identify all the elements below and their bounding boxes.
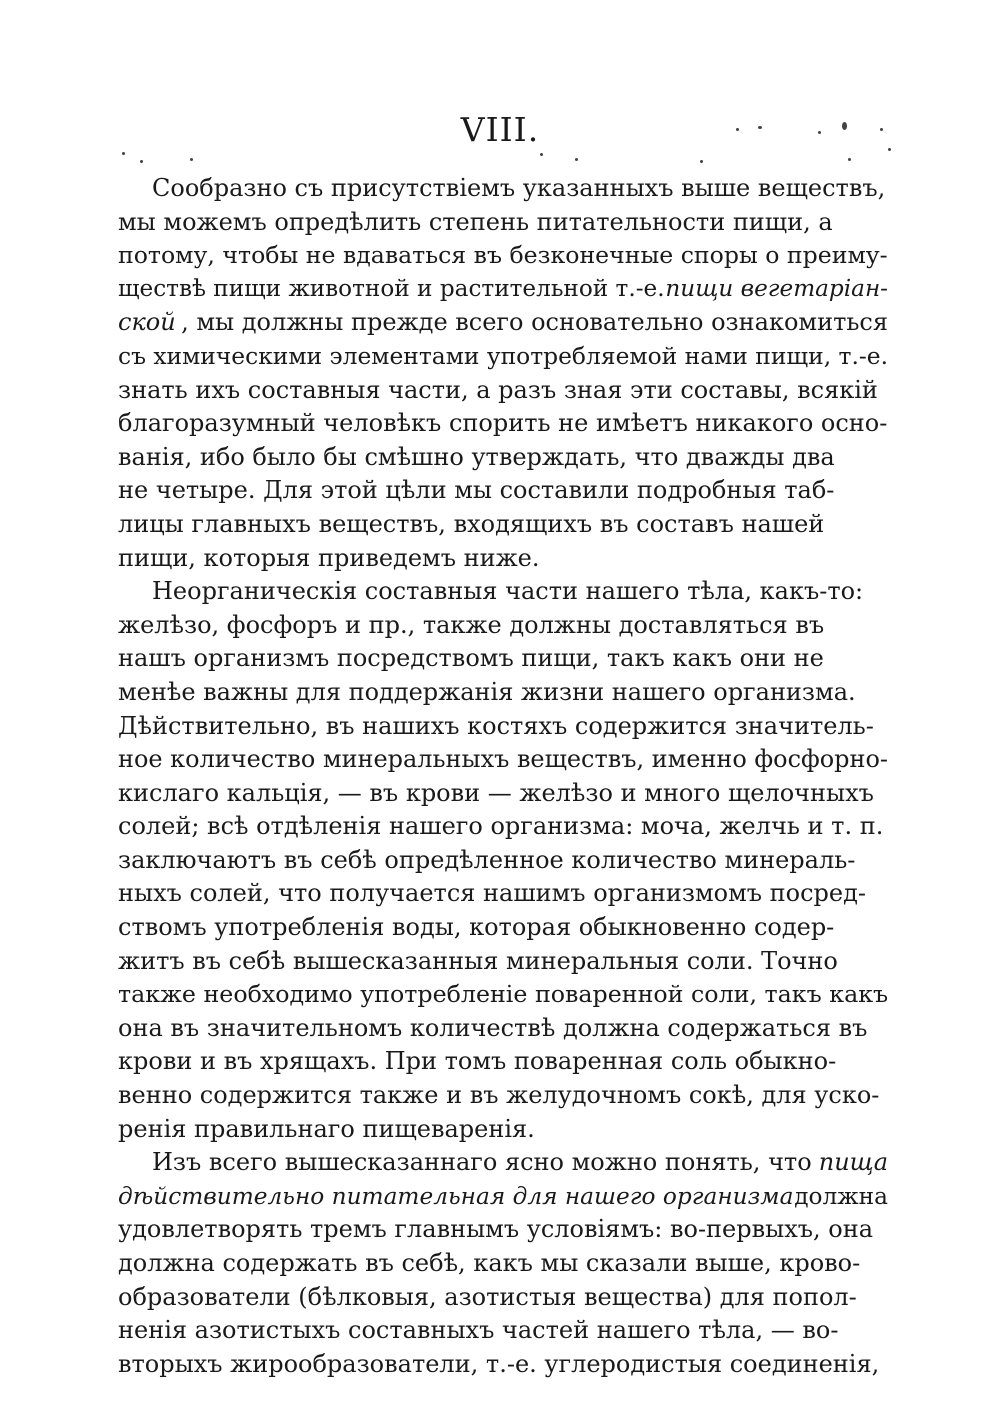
text-line: нашъ организмъ посредствомъ пищи, такъ какъ они не xyxy=(118,644,824,673)
scan-speck xyxy=(140,160,143,163)
text-line: пищи, которыя приведемъ ниже. xyxy=(118,543,540,572)
text-line: должна содержать въ себѣ, какъ мы сказали выше, крово- xyxy=(118,1249,861,1277)
paragraph-1 xyxy=(118,172,888,575)
paragraph-3 xyxy=(118,1146,888,1381)
scan-speck xyxy=(880,128,883,131)
text-line: дѣйствительно питательная для нашего организма должна xyxy=(118,1182,888,1210)
text-line: крови и въ хрящахъ. При томъ поваренная соль обыкно- xyxy=(118,1047,837,1076)
text-line: венно содержится также и въ желудочномъ сокѣ, для уско- xyxy=(118,1081,880,1110)
text-line: Дѣйствительно, въ нашихъ костяхъ содержится значитель- xyxy=(118,711,874,740)
text-line: кислаго кальцiя, — въ крови — желѣзо и много щелочныхъ xyxy=(118,778,874,807)
scan-speck xyxy=(700,160,703,163)
text-line: вторыхъ жирообразователи, т.-е. углеродистыя соединенiя, xyxy=(118,1349,880,1378)
text-line: Изъ всего вышесказаннаго ясно можно понять, что пища xyxy=(152,1148,888,1177)
text-line: ное количество минеральныхъ веществъ, именно фосфорно- xyxy=(118,745,888,774)
text-line: ской , мы должны прежде всего основательно ознакомиться xyxy=(118,308,888,337)
text-line: лицы главныхъ веществъ, входящихъ въ составъ нашей xyxy=(118,509,825,538)
scan-speck xyxy=(575,158,578,161)
scan-speck xyxy=(818,131,821,134)
text-line: благоразумный человѣкъ спорить не имѣетъ никакого осно- xyxy=(118,409,888,438)
scan-speck xyxy=(122,152,125,155)
text-line: ствомъ употребленiя воды, которая обыкновенно содер- xyxy=(118,913,835,942)
paragraph-2 xyxy=(118,575,888,1146)
text-line: ществѣ пищи животной и растительной т.-е. пищи вегетарiан- xyxy=(118,275,888,302)
scan-speck xyxy=(758,126,762,129)
page-number: VIII. xyxy=(460,110,540,149)
text-line: Сообразно съ присутствiемъ указанныхъ выше веществъ, xyxy=(152,174,886,202)
text-line: заключаютъ въ себѣ опредѣленное количество минераль- xyxy=(118,845,856,874)
text-line: она въ значительномъ количествѣ должна содержаться въ xyxy=(118,1013,868,1042)
text-line: ренiя правильнаго пищеваренiя. xyxy=(118,1114,535,1143)
text-line: Неорганическiя составныя части нашего тѣла, какъ-то: xyxy=(152,577,864,606)
scan-speck xyxy=(888,148,891,151)
text-line: образователи (бѣлковыя, азотистыя вещества) для попол- xyxy=(118,1282,857,1311)
text-line: ванiя, ибо было бы смѣшно утверждать, что дважды два xyxy=(118,442,835,471)
page-body xyxy=(118,172,888,1381)
text-line: менѣе важны для поддержанiя жизни нашего организма. xyxy=(118,677,856,706)
scan-speck xyxy=(540,153,543,156)
text-line: солей; всѣ отдѣленiя нашего организма: моча, желчь и т. п. xyxy=(118,812,884,841)
text-line: ненiя азотистыхъ составныхъ частей нашего тѣла, — во- xyxy=(118,1316,839,1345)
text-line: удовлетворять тремъ главнымъ условiямъ: во-первыхъ, она xyxy=(118,1215,874,1244)
text-line: потому, чтобы не вдаваться въ безконечные споры о преиму- xyxy=(118,241,888,270)
scan-speck xyxy=(842,122,847,130)
text-line: мы можемъ опредѣлить степень питательности пищи, а xyxy=(118,207,833,236)
scan-speck xyxy=(736,128,739,131)
text-line: съ химическими элементами употребляемой нами пищи, т.-е. xyxy=(118,341,889,370)
text-line: знать ихъ составныя части, а разъ зная эти составы, всякiй xyxy=(118,375,878,404)
scan-speck xyxy=(190,158,193,161)
text-line: не четыре. Для этой цѣли мы составили подробныя таб- xyxy=(118,476,835,505)
text-line: желѣзо, фосфоръ и пр., также должны доставляться въ xyxy=(118,610,825,639)
text-line: также необходимо употребленiе поваренной соли, такъ какъ xyxy=(118,980,889,1009)
text-line: ныхъ солей, что получается нашимъ организмомъ посред- xyxy=(118,879,867,908)
text-line: житъ въ себѣ вышесказанныя минеральныя соли. Точно xyxy=(118,946,838,975)
scan-speck xyxy=(848,158,851,161)
